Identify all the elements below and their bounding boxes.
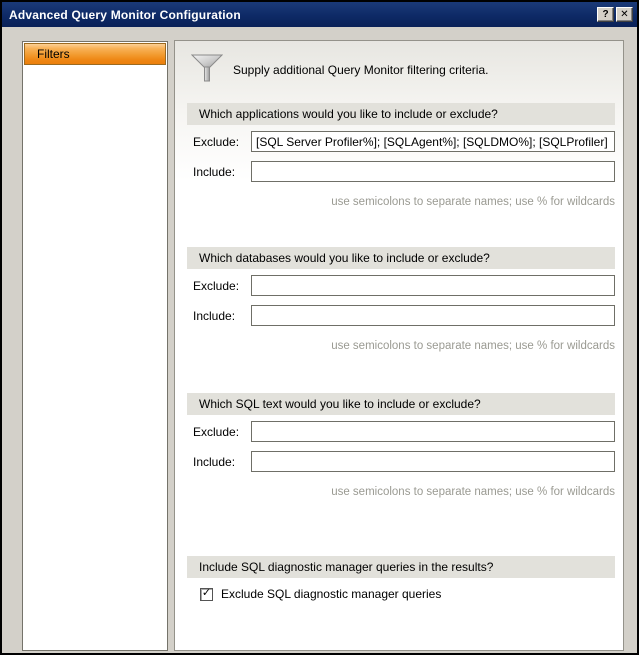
sidebar xyxy=(22,41,168,651)
databases-exclude-label: Exclude: xyxy=(193,278,240,293)
section-applications-title: Which applications would you like to include or exclude? xyxy=(187,103,615,125)
section-sql-text xyxy=(175,393,623,523)
intro-header xyxy=(175,49,623,95)
section-databases xyxy=(175,247,623,377)
exclude-diagnostic-checkbox[interactable] xyxy=(200,588,213,601)
section-diagnostic xyxy=(175,556,623,626)
help-button[interactable]: ? xyxy=(597,7,614,22)
sql-text-exclude-input[interactable] xyxy=(251,421,615,442)
close-button[interactable]: ✕ xyxy=(616,7,633,22)
sql-text-include-row xyxy=(175,451,615,472)
section-sql-text-title: Which SQL text would you like to include or exclude? xyxy=(187,393,615,415)
applications-include-label: Include: xyxy=(193,164,236,179)
databases-exclude-row xyxy=(175,275,615,296)
sql-text-exclude-row xyxy=(175,421,615,442)
section-databases-title: Which databases would you like to include or exclude? xyxy=(187,247,615,269)
databases-include-label: Include: xyxy=(193,308,236,323)
sql-text-include-label: Include: xyxy=(193,454,236,469)
intro-text: Supply additional Query Monitor filtering criteria. xyxy=(233,63,489,77)
exclude-diagnostic-checkbox-label: Exclude SQL diagnostic manager queries xyxy=(221,587,442,601)
exclude-diagnostic-checkbox-row[interactable] xyxy=(200,587,441,601)
databases-exclude-input[interactable] xyxy=(251,275,615,296)
sql-text-include-input[interactable] xyxy=(251,451,615,472)
applications-hint: use semicolons to separate names; use % for wildcards xyxy=(331,196,615,208)
title-bar xyxy=(2,2,637,27)
section-diagnostic-title: Include SQL diagnostic manager queries in the results? xyxy=(187,556,615,578)
funnel-icon xyxy=(191,51,223,87)
checkmark-icon: ✓ xyxy=(201,586,212,599)
applications-exclude-label: Exclude: xyxy=(193,134,240,149)
window-title: Advanced Query Monitor Configuration xyxy=(9,7,241,22)
databases-hint: use semicolons to separate names; use % for wildcards xyxy=(331,340,615,352)
databases-include-input[interactable] xyxy=(251,305,615,326)
applications-include-input[interactable] xyxy=(251,161,615,182)
sql-text-hint: use semicolons to separate names; use % for wildcards xyxy=(331,486,615,498)
section-applications xyxy=(175,103,623,233)
sql-text-exclude-label: Exclude: xyxy=(193,424,240,439)
applications-include-row xyxy=(175,161,615,182)
sidebar-item-filters[interactable] xyxy=(24,43,166,65)
applications-exclude-input[interactable] xyxy=(251,131,615,152)
main-panel xyxy=(174,40,624,651)
databases-include-row xyxy=(175,305,615,326)
sidebar-item-label: Filters xyxy=(37,47,70,61)
applications-exclude-row xyxy=(175,131,615,152)
